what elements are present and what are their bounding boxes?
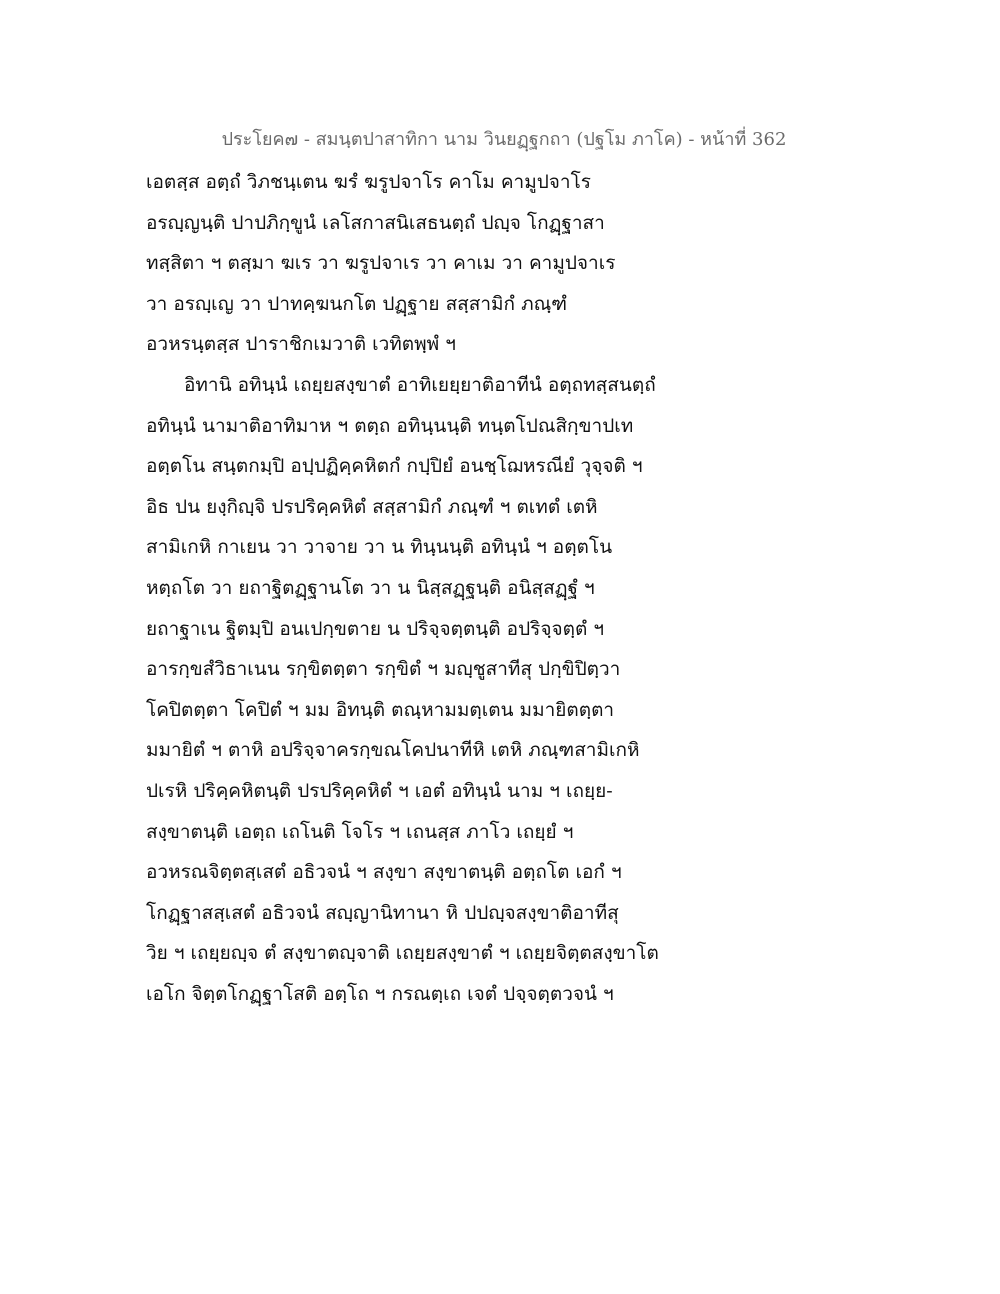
text-line: ปเรหิ ปริคฺคหิตนฺติ ปรปริคฺคหิตํ ฯ เอตํ อทินฺนํ นาม ฯ เถยฺย- (146, 779, 613, 802)
text-line: โคปิตตฺตา โคปิตํ ฯ มม อิทนฺติ ตณฺหามมตฺเตน มมายิตตฺตา (146, 698, 615, 721)
text-line: สงฺขาตนฺติ เอตฺถ เถโนติ โจโร ฯ เถนสฺส ภาโว เถยฺยํ ฯ (146, 820, 574, 843)
text-line: มมายิตํ ฯ ตาหิ อปริจฺจาครกฺขณโคปนาทีหิ เตหิ ภณฺฑสามิเกหิ (146, 739, 640, 762)
text-line: วา อรญฺเญ วา ปาทคฺฆนกโต ปฏฺฐาย สสฺสามิกํ ภณฺฑํ (146, 292, 568, 315)
text-line: อารกฺขสํวิธาเนน รกฺขิตตฺตา รกฺขิตํ ฯ มญฺชูสาทีสุ ปกฺขิปิตฺวา (146, 658, 621, 681)
text-line: สามิเกหิ กาเยน วา วาจาย วา น ทินฺนนฺติ อทินฺนํ ฯ อตฺตโน (146, 536, 613, 559)
running-title: ประโยค๗ - สมนฺตปาสาทิกา นาม วินยฏฺฐกถา (ปฐโม ภาโค) - หน้าที่ 362 (221, 129, 787, 150)
page-header (4, 124, 1000, 153)
text-line: อิธ ปน ยงฺกิญฺจิ ปรปริคฺคหิตํ สสฺสามิกํ ภณฺฑํ ฯ ตเทตํ เตหิ (146, 495, 598, 518)
text-line: อตฺตโน สนฺตกมฺปิ อปฺปฏิคฺคหิตกํ กปฺปิยํ อนชฺโฌหรณียํ วุจฺจติ ฯ (146, 455, 643, 478)
body-text (146, 162, 706, 1014)
text-line: ทสฺสิตา ฯ ตสฺมา ฆเร วา ฆรูปจาเร วา คาเม วา คามูปจาเร (146, 252, 616, 275)
text-line: หตฺถโต วา ยถาฐิตฏฺฐานโต วา น นิสฺสฏฺฐนฺติ อนิสฺสฏฺฐํ ฯ (146, 576, 595, 599)
text-line: อวหรนฺตสฺส ปาราชิกเมวาติ เวทิตพฺพํ ฯ (146, 333, 456, 356)
text-line: วิย ฯ เถยฺยญฺจ ตํ สงฺขาตญฺจาติ เถยฺยสงฺขาตํ ฯ เถยฺยจิตฺตสงฺขาโต (146, 942, 659, 965)
text-line: เอโก จิตฺตโกฏฺฐาโสติ อตฺโถ ฯ กรณตฺเถ เจตํ ปจฺจตฺตวจนํ ฯ (146, 982, 614, 1005)
text-line: ยถาฐาเน ฐิตมฺปิ อนเปกฺขตาย น ปริจฺจตฺตนฺติ อปริจฺจตฺตํ ฯ (146, 617, 604, 640)
text-line: อทินฺนํ นามาติอาทิมาห ฯ ตตฺถ อทินฺนนฺติ ทนฺตโปณสิกฺขาปเท (146, 414, 634, 437)
text-line: อรญฺญนฺติ ปาปภิกฺขูนํ เลโสกาสนิเสธนตฺถํ ปญฺจ โกฏฺฐาสา (146, 211, 605, 234)
paragraph-start-line: อิทานิ อทินฺนํ เถยฺยสงฺขาตํ อาทิเยยฺยาติอาทีนํ อตฺถทสฺสนตฺถํ (184, 373, 656, 396)
text-line: เอตสฺส อตฺถํ วิภชนฺเตน ฆรํ ฆรูปจาโร คาโม คามูปจาโร (146, 171, 591, 193)
text-line: โกฏฺฐาสสฺเสตํ อธิวจนํ สญฺญานิทานา หิ ปปญฺจสงฺขาติอาทีสุ (146, 901, 619, 924)
text-line: อวหรณจิตฺตสฺเสตํ อธิวจนํ ฯ สงฺขา สงฺขาตนฺติ อตฺถโต เอกํ ฯ (146, 861, 622, 884)
